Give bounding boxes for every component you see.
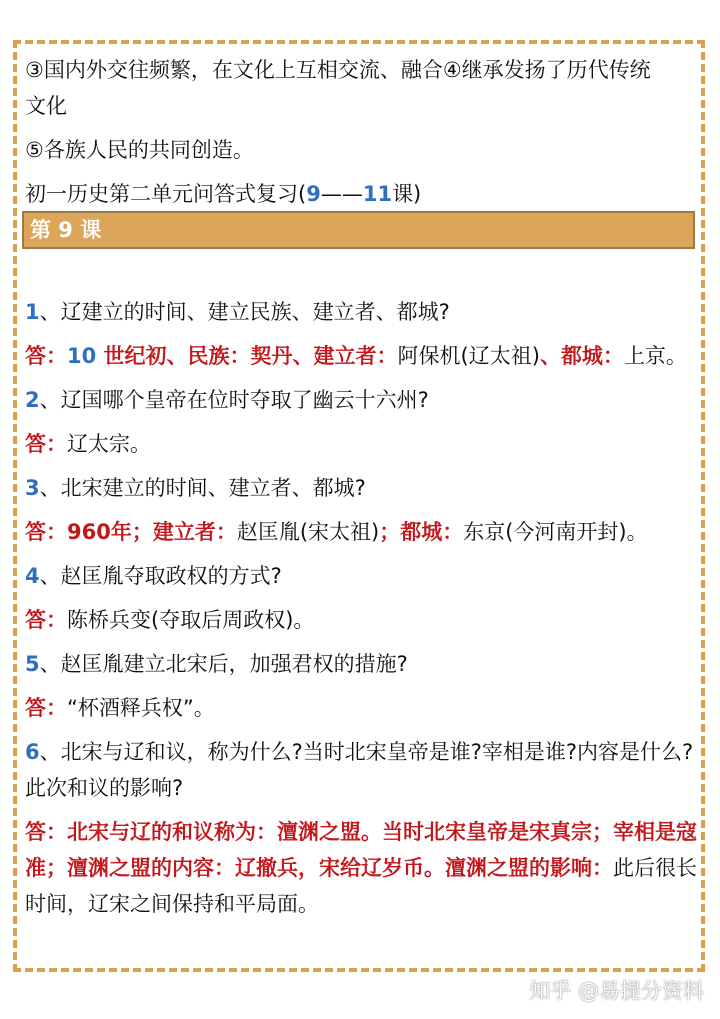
answer-part: 960年；建立者：	[67, 520, 237, 544]
answer-label: 答：	[25, 344, 67, 368]
heading-prefix: 初一历史第二单元问答式复习(	[25, 182, 307, 206]
answer-part: 、都城：	[539, 344, 624, 368]
answer-part: 10	[67, 344, 97, 368]
heading-num-start: 9	[306, 182, 321, 206]
lesson-bar-label: 第 9 课	[30, 218, 102, 242]
answer-part: 此后很长时间，辽宋之间保持和平局面。	[25, 856, 697, 916]
answer-part: 辽太宗。	[67, 432, 151, 456]
question-text: 、赵匡胤夺取政权的方式?	[39, 564, 282, 588]
question-1	[25, 294, 697, 330]
question-5	[25, 646, 697, 682]
question-text: 、北宋与辽和议，称为什么?当时北宋皇帝是谁?宰相是谁?内容是什么?此次和议的影响?	[25, 740, 694, 800]
answer-part: 陈桥兵变(夺取后周政权)。	[67, 608, 315, 632]
question-number: 4	[25, 564, 40, 588]
answer-part: 赵匡胤(宋太祖)	[236, 520, 380, 544]
watermark: 知乎 @易提分资料	[529, 979, 704, 1003]
answer-label: 答：	[25, 696, 67, 720]
lesson-bar	[22, 211, 695, 249]
question-3	[25, 470, 697, 506]
heading-dash: ——	[320, 182, 363, 206]
answer-label: 答：	[25, 608, 67, 632]
answer-5	[25, 690, 697, 726]
answer-part: 上京。	[623, 344, 687, 368]
answer-1	[25, 338, 697, 374]
question-6	[25, 734, 697, 806]
question-number: 5	[25, 652, 40, 676]
section-heading	[25, 176, 697, 212]
question-number: 2	[25, 388, 40, 412]
heading-num-end: 11	[362, 182, 393, 206]
question-text: 、赵匡胤建立北宋后，加强君权的措施?	[39, 652, 408, 676]
answer-6	[25, 814, 697, 922]
question-number: 6	[25, 740, 40, 764]
question-text: 、辽建立的时间、建立民族、建立者、都城?	[39, 300, 450, 324]
question-number: 1	[25, 300, 40, 324]
question-2	[25, 382, 697, 418]
qa-list	[25, 294, 697, 922]
answer-2	[25, 426, 697, 462]
answer-part: 世纪初、民族：契丹、建立者：	[96, 344, 398, 368]
answer-label: 答：	[25, 432, 67, 456]
answer-label: 答：	[25, 820, 67, 844]
answer-part: 东京(今河南开封)。	[463, 520, 648, 544]
intro-line-2: ⑤各族人民的共同创造。	[25, 138, 254, 162]
question-text: 、辽国哪个皇帝在位时夺取了幽云十六州?	[39, 388, 429, 412]
answer-part: 北宋与辽的和议称为：澶渊之盟。当时北宋皇帝是宋真宗；宰相是寇准；澶渊之盟的内容：辽撤兵，宋给辽岁币。澶渊之盟的影响：	[25, 820, 697, 880]
answer-part: 阿保机(辽太祖)	[397, 344, 540, 368]
answer-3	[25, 514, 697, 550]
answer-part: ；都城：	[379, 520, 464, 544]
intro-line-1	[25, 52, 697, 124]
heading-suffix: 课)	[392, 182, 422, 206]
answer-label: 答：	[25, 520, 67, 544]
intro-line-1-cont: 文化	[25, 94, 67, 118]
intro-block	[25, 52, 697, 212]
answer-part: “杯酒释兵权”。	[67, 696, 215, 720]
intro-line-1-text: ③国内外交往频繁，在文化上互相交流、融合④继承发扬了历代传统	[25, 58, 651, 82]
question-4	[25, 558, 697, 594]
answer-4	[25, 602, 697, 638]
question-text: 、北宋建立的时间、建立者、都城?	[39, 476, 366, 500]
question-number: 3	[25, 476, 40, 500]
